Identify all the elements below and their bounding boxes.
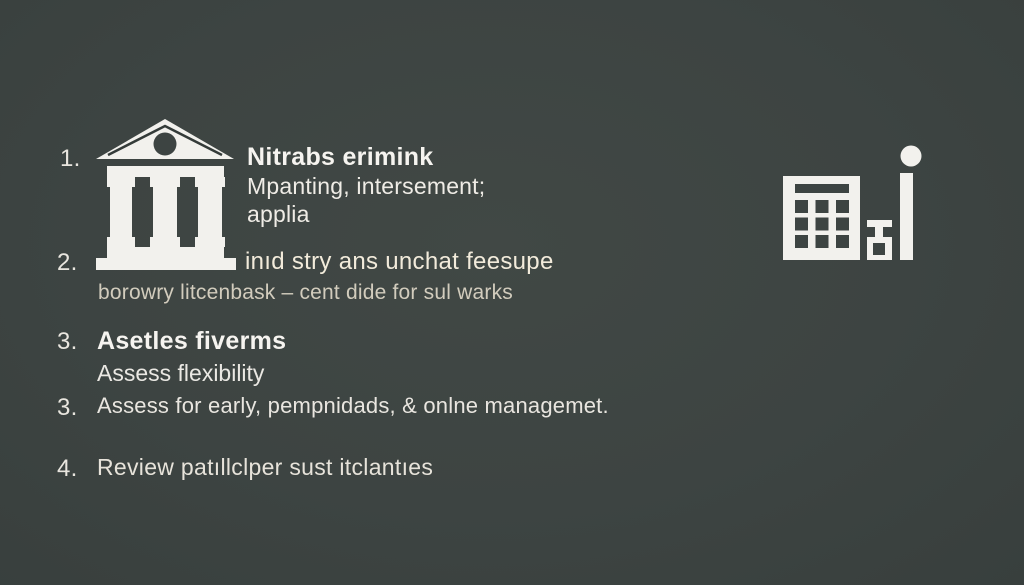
- item-2-text: inıd stry ans unchat feesupe: [245, 248, 554, 275]
- item-1-line-2: Mpanting, intersement;: [247, 173, 486, 199]
- item-1-text-block: [247, 142, 485, 228]
- item-3-subtext: Assess flexibility: [97, 360, 265, 386]
- item-1-title: Nitrabs erimink: [247, 143, 434, 171]
- bank-icon: [94, 111, 240, 273]
- item-2-subtext: borowry litcenbask – cent dide for sul warks: [98, 281, 513, 304]
- list-number-3b: 3.: [57, 394, 78, 421]
- list-number-1: 1.: [60, 145, 81, 172]
- office-building-icon: [782, 144, 922, 262]
- item-3b-text: Assess for early, pempnidads, & onlne managemet.: [97, 393, 609, 418]
- item-3-title: Asetles fiverms: [97, 327, 287, 355]
- item-4-text: Review patıllclper sust itclantıes: [97, 454, 434, 480]
- item-1-line-3: applia: [247, 201, 310, 227]
- list-number-3: 3.: [57, 328, 78, 355]
- list-number-2: 2.: [57, 249, 78, 276]
- list-number-4: 4.: [57, 455, 78, 482]
